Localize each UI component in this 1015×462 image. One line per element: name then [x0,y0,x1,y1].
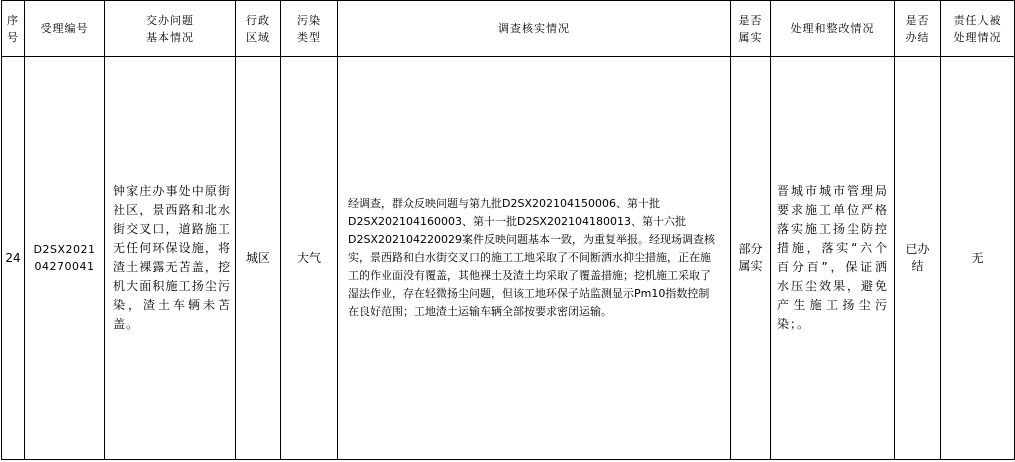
cell-seq: 24 [2,57,25,460]
cell-region: 城区 [236,57,281,460]
cell-pollution-type: 大气 [281,57,338,460]
header-closed: 是否 办结 [895,1,941,57]
cell-verified: 部分 属实 [731,57,771,460]
case-table [1,0,1015,460]
header-region: 行政 区域 [236,1,281,57]
header-handling: 处理和整改情况 [771,1,895,57]
cell-accountability: 无 [941,57,1015,460]
header-investigation: 调查核实情况 [338,1,731,57]
cell-investigation: 经调查，群众反映问题与第九批D2SX202104150006、第十批D2SX202104160003、第十一批D2SX202104180013、第十六批D2SX202104220029案件反映问题基本一致，为重复举报。经现场调查核实，景西路和白水街交叉口的施工工地采取了不间断洒水抑尘措施，正在施工的作业面没有覆盖，其他裸土及渣土均采取了覆盖措施；挖机施工采取了湿法作业，存在轻微扬尘问题，但该工地环保子站监测显示Pm10指数控制在良好范围；工地渣土运输车辆全部按要求密闭运输。 [338,57,731,460]
cell-closed: 已办 结 [895,57,941,460]
header-seq: 序 号 [2,1,25,57]
cell-issue: 钟家庄办事处中原街社区，景西路和北水街交叉口，道路施工无任何环保设施，将渣土裸露无苫盖，挖机大面积施工扬尘污染，渣土车辆未苫盖。 [105,57,236,460]
header-verified: 是否 属实 [731,1,771,57]
header-issue: 交办问题 基本情况 [105,1,236,57]
header-case-id: 受理编号 [25,1,105,57]
cell-case-id: D2SX2021 04270041 [25,57,105,460]
table-row [2,57,1015,460]
cell-handling: 晋城市城市管理局要求施工单位严格落实施工扬尘防控措施，落实“六个百分百”，保证洒水压尘效果，避免产生施工扬尘污染；。 [771,57,895,460]
header-row [2,1,1015,57]
header-accountability: 责任人被 处理情况 [941,1,1015,57]
header-pollution-type: 污染 类型 [281,1,338,57]
